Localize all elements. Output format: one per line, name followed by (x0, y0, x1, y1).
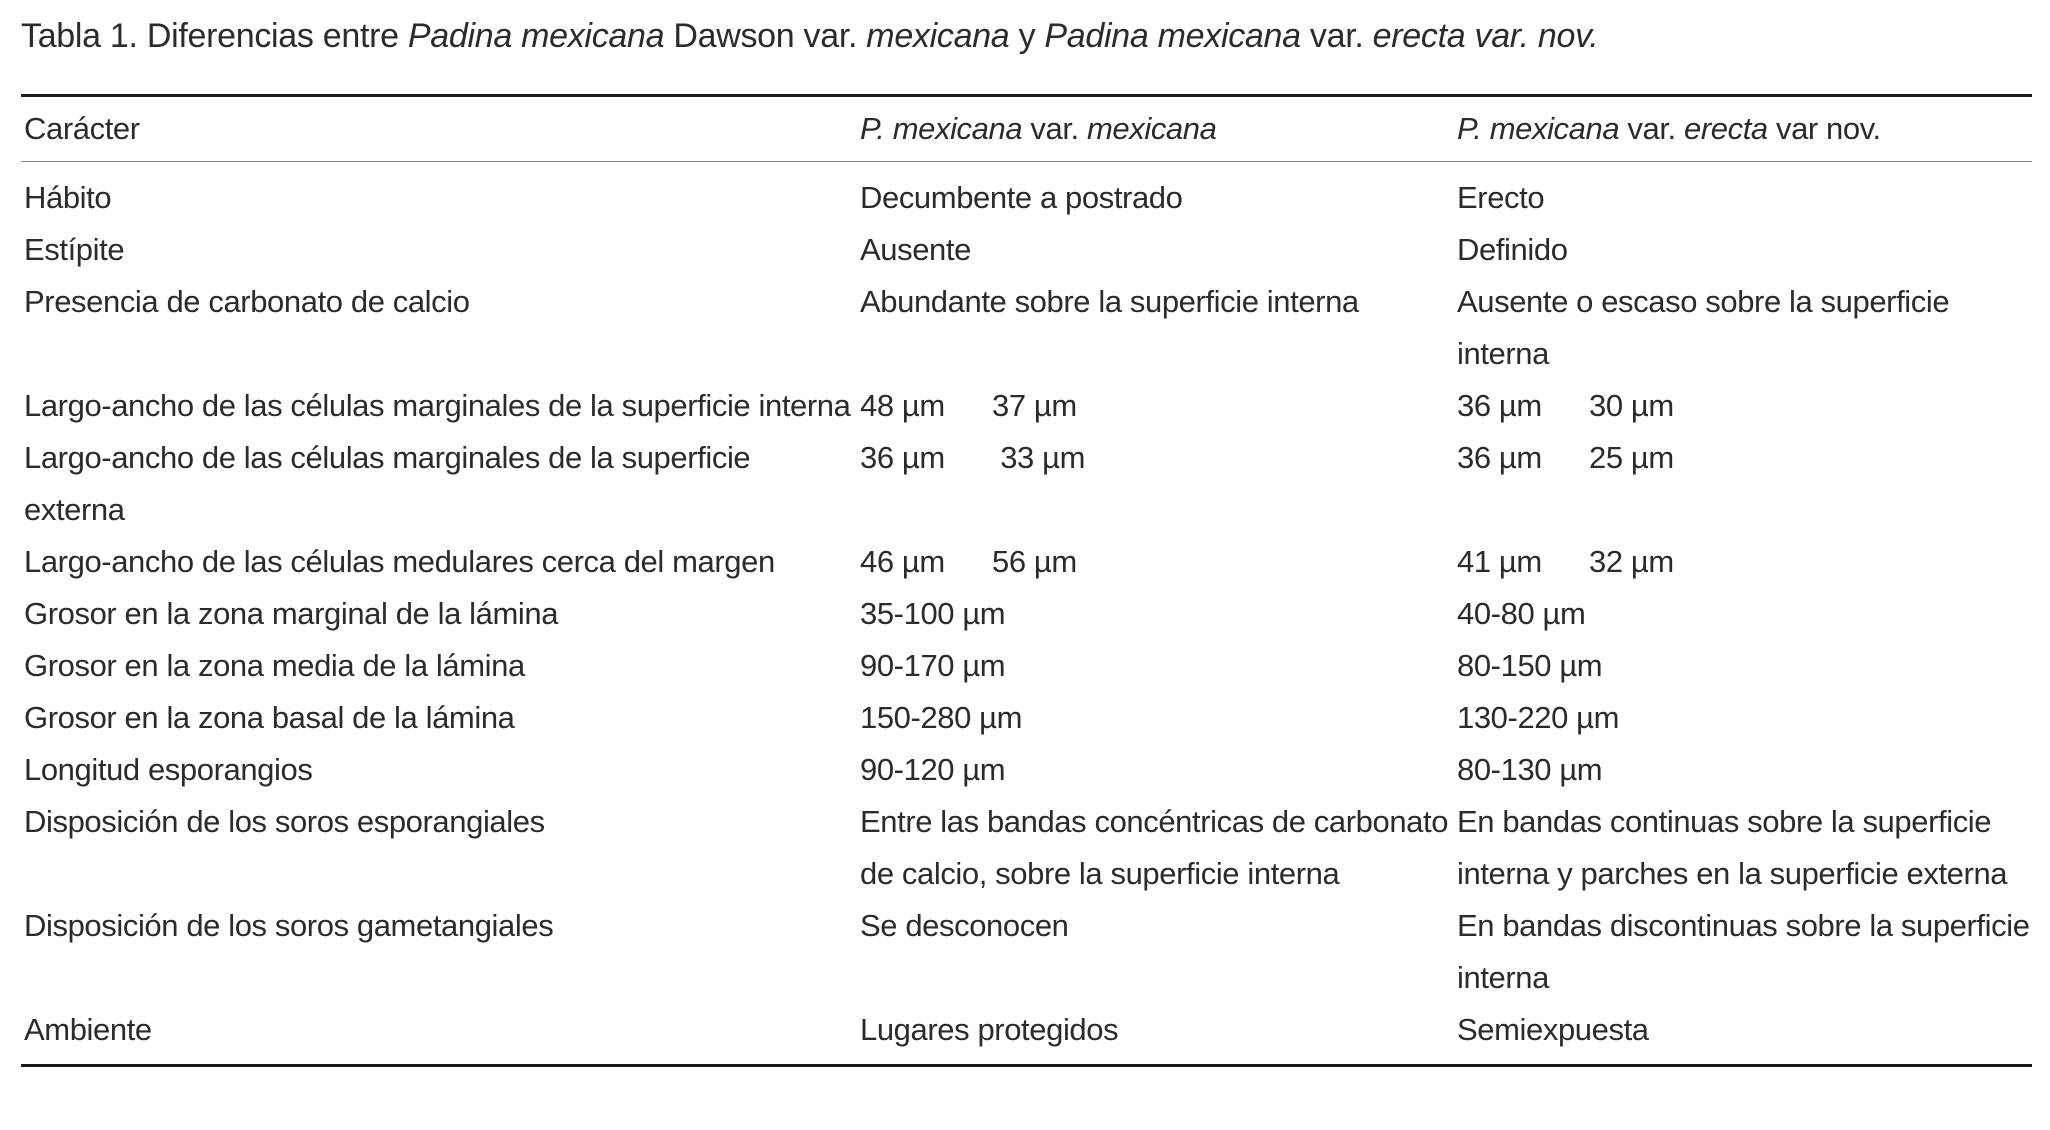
cell-line: interna y parches en la superficie externa (1457, 856, 2008, 891)
measure-pair (1457, 536, 1674, 588)
cell-erecta: 80-130 µm (1457, 752, 1603, 787)
measure-pair (860, 380, 1077, 432)
cell-character: Disposición de los soros gametangiales (24, 908, 554, 943)
cell-line: interna (1457, 960, 1549, 995)
cell-mexicana (857, 380, 1454, 432)
cell-character: Largo-ancho de las células medulares cerca del margen (24, 544, 775, 579)
cell-mexicana: 90-170 µm (860, 648, 1006, 683)
table-header-row (21, 96, 2032, 162)
cell-character: Longitud esporangios (24, 752, 313, 787)
cell-character: Grosor en la zona marginal de la lámina (24, 596, 559, 631)
table-row (21, 276, 2032, 380)
cell-mexicana: Decumbente a postrado (860, 180, 1183, 215)
measure-pair (860, 432, 1085, 484)
cell-mexicana: 150-280 µm (860, 700, 1023, 735)
cell-erecta (1454, 536, 2032, 588)
measure-length: 48 µm (860, 388, 945, 423)
header-suffix: var nov. (1767, 111, 1881, 146)
header-variety: mexicana (1086, 111, 1217, 146)
table-row (21, 536, 2032, 588)
cell-character: Hábito (24, 180, 112, 215)
cell-character: Grosor en la zona media de la lámina (24, 648, 525, 683)
cell-mexicana: Lugares protegidos (860, 1012, 1119, 1047)
cell-erecta: 80-150 µm (1457, 648, 1603, 683)
cell-line: Entre las bandas concéntricas de carbonato (860, 804, 1449, 839)
cell-mexicana (857, 536, 1454, 588)
cell-erecta (1454, 900, 2032, 1004)
cell-erecta (1454, 432, 2032, 536)
measure-pair (860, 536, 1077, 588)
cell-erecta: 40-80 µm (1457, 596, 1586, 631)
caption-author: Dawson var. (664, 17, 867, 55)
caption-species-2: Padina mexicana (1044, 17, 1301, 55)
table-row (21, 692, 2032, 744)
header-var-mexicana (857, 96, 1454, 162)
measure-length: 41 µm (1457, 544, 1542, 579)
measure-length: 46 µm (860, 544, 945, 579)
table-row (21, 588, 2032, 640)
cell-mexicana: 35-100 µm (860, 596, 1006, 631)
cell-erecta: 130-220 µm (1457, 700, 1620, 735)
header-var-word: var. (1619, 111, 1684, 146)
caption-var-word: var. (1300, 17, 1373, 55)
cell-line: En bandas discontinuas sobre la superficie (1457, 908, 2030, 943)
cell-erecta: Definido (1457, 232, 1568, 267)
header-character: Carácter (21, 96, 857, 162)
caption-prefix: Tabla 1. Diferencias entre (21, 17, 408, 55)
measure-width: 25 µm (1589, 440, 1674, 475)
table-row (21, 224, 2032, 276)
table-row (21, 744, 2032, 796)
measure-length: 36 µm (1457, 388, 1542, 423)
cell-erecta: Semiexpuesta (1457, 1012, 1649, 1047)
header-species: P. mexicana (1457, 111, 1620, 146)
cell-erecta (1454, 796, 2032, 900)
measure-width: 32 µm (1589, 544, 1674, 579)
table-row (21, 640, 2032, 692)
header-variety: erecta (1683, 111, 1768, 146)
measure-length: 36 µm (860, 440, 945, 475)
caption-conjunction: y (1009, 17, 1045, 55)
cell-mexicana: Ausente (860, 232, 971, 267)
measure-length: 36 µm (1457, 440, 1542, 475)
cell-mexicana: Abundante sobre la superficie interna (860, 284, 1359, 319)
measure-width: 33 µm (992, 440, 1085, 475)
caption-species-1: Padina mexicana (407, 17, 665, 55)
caption-variety-1: mexicana (866, 17, 1010, 55)
header-species: P. mexicana (860, 111, 1023, 146)
cell-character: Presencia de carbonato de calcio (24, 284, 470, 319)
cell-character: Ambiente (24, 1012, 152, 1047)
cell-mexicana: 90-120 µm (860, 752, 1006, 787)
cell-mexicana: Se desconocen (860, 908, 1069, 943)
comparison-table (21, 94, 2032, 1067)
table-row (21, 432, 2032, 536)
cell-mexicana (857, 796, 1454, 900)
measure-width: 37 µm (992, 388, 1077, 423)
table-row (21, 162, 2032, 225)
table-row (21, 1004, 2032, 1066)
cell-character: Estípite (24, 232, 125, 267)
measure-pair (1457, 432, 1674, 484)
table-row (21, 900, 2032, 1004)
table-caption (21, 12, 1598, 60)
table-row (21, 796, 2032, 900)
cell-character: Largo-ancho de las células marginales de la superficie interna (24, 388, 851, 423)
cell-erecta (1454, 380, 2032, 432)
cell-character: Grosor en la zona basal de la lámina (24, 700, 515, 735)
cell-character: Largo-ancho de las células marginales de la superficie externa (24, 440, 751, 527)
cell-erecta: Erecto (1457, 180, 1545, 215)
header-var-word: var. (1022, 111, 1087, 146)
cell-line: En bandas continuas sobre la superficie (1457, 804, 1992, 839)
cell-erecta: Ausente o escaso sobre la superficie interna (1457, 284, 1950, 371)
header-var-erecta (1454, 96, 2032, 162)
measure-width: 56 µm (992, 544, 1077, 579)
table-row (21, 380, 2032, 432)
cell-line: de calcio, sobre la superficie interna (860, 856, 1340, 891)
measure-width: 30 µm (1589, 388, 1674, 423)
cell-character: Disposición de los soros esporangiales (24, 804, 545, 839)
caption-variety-2: erecta var. nov. (1372, 17, 1599, 55)
cell-mexicana (857, 432, 1454, 536)
measure-pair (1457, 380, 1674, 432)
